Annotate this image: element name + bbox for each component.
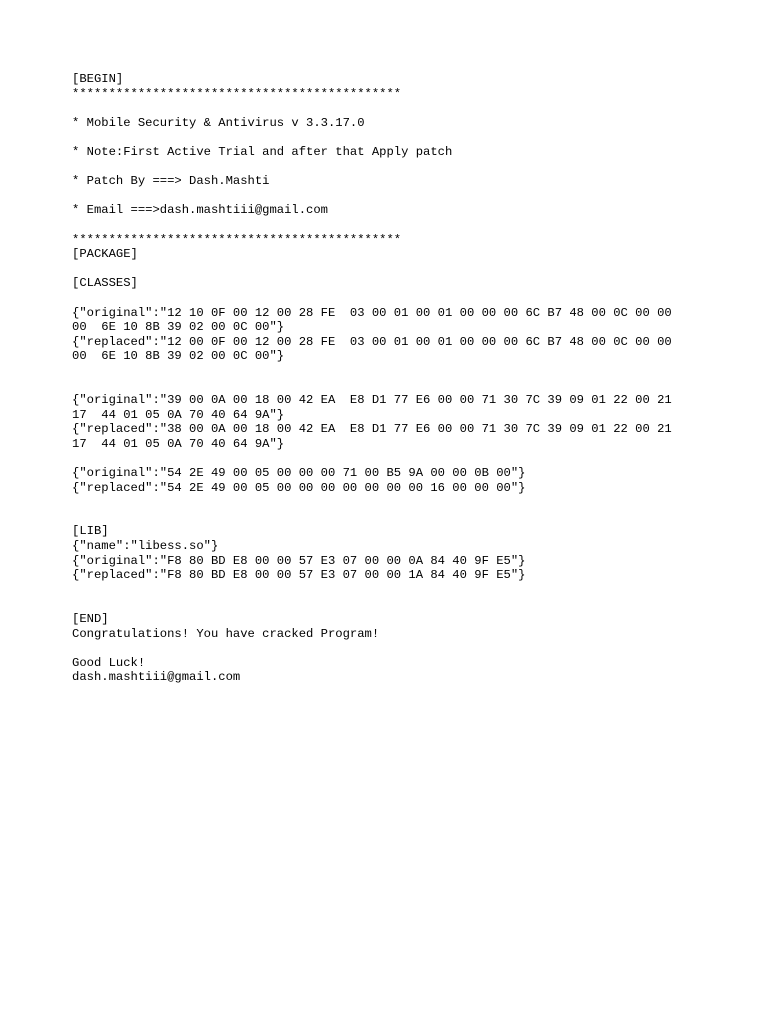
patch-2-original-line-2: 17 44 01 05 0A 70 40 64 9A"} [72,407,285,422]
classes-marker: [CLASSES] [72,276,138,291]
patch-1-replaced-line-2: 00 6E 10 8B 39 02 00 0C 00"} [72,349,285,364]
patch-1-original-line-1: {"original":"12 10 0F 00 12 00 28 FE 03 00 01 00 01 00 00 00 6C B7 48 00 0C 00 00 [72,305,672,320]
begin-marker: [BEGIN] [72,72,124,86]
patch-1-replaced-line-1: {"replaced":"12 00 0F 00 12 00 28 FE 03 00 01 00 01 00 00 00 6C B7 48 00 0C 00 00 [72,334,672,349]
header-title: * Mobile Security & Antivirus v 3.3.17.0 [72,115,365,130]
good-luck: Good Luck! [72,655,146,670]
header-email: * Email ===>dash.mashtiii@gmail.com [72,203,328,218]
separator-top: ********************************************* [72,86,402,101]
end-email: dash.mashtiii@gmail.com [72,670,241,685]
patch-3-replaced: {"replaced":"54 2E 49 00 05 00 00 00 00 00 00 00 16 00 00 00"} [72,480,526,495]
lib-original: {"original":"F8 80 BD E8 00 00 57 E3 07 00 00 0A 84 40 9F E5"} [72,553,526,568]
patch-2-replaced-line-1: {"replaced":"38 00 0A 00 18 00 42 EA E8 D1 77 E6 00 00 71 30 7C 39 09 01 22 00 21 [72,422,672,437]
end-message: Congratulations! You have cracked Program! [72,626,380,641]
header-patch-by: * Patch By ===> Dash.Mashti [72,174,270,189]
patch-1-original-line-2: 00 6E 10 8B 39 02 00 0C 00"} [72,320,285,335]
lib-name: {"name":"libess.so"} [72,539,219,553]
header-note: * Note:First Active Trial and after that Apply patch [72,144,453,159]
patch-2-replaced-line-2: 17 44 01 05 0A 70 40 64 9A"} [72,436,285,451]
patch-2-original-line-1: {"original":"39 00 0A 00 18 00 42 EA E8 D1 77 E6 00 00 71 30 7C 39 09 01 22 00 21 [72,393,672,408]
end-marker: [END] [72,611,109,626]
separator-bottom: ********************************************* [72,232,402,247]
package-marker: [PACKAGE] [72,247,138,262]
lib-marker: [LIB] [72,524,109,539]
patch-3-original: {"original":"54 2E 49 00 05 00 00 00 71 00 B5 9A 00 00 0B 00"} [72,466,526,481]
lib-replaced: {"replaced":"F8 80 BD E8 00 00 57 E3 07 00 00 1A 84 40 9F E5"} [72,568,526,583]
document-page [72,72,732,685]
